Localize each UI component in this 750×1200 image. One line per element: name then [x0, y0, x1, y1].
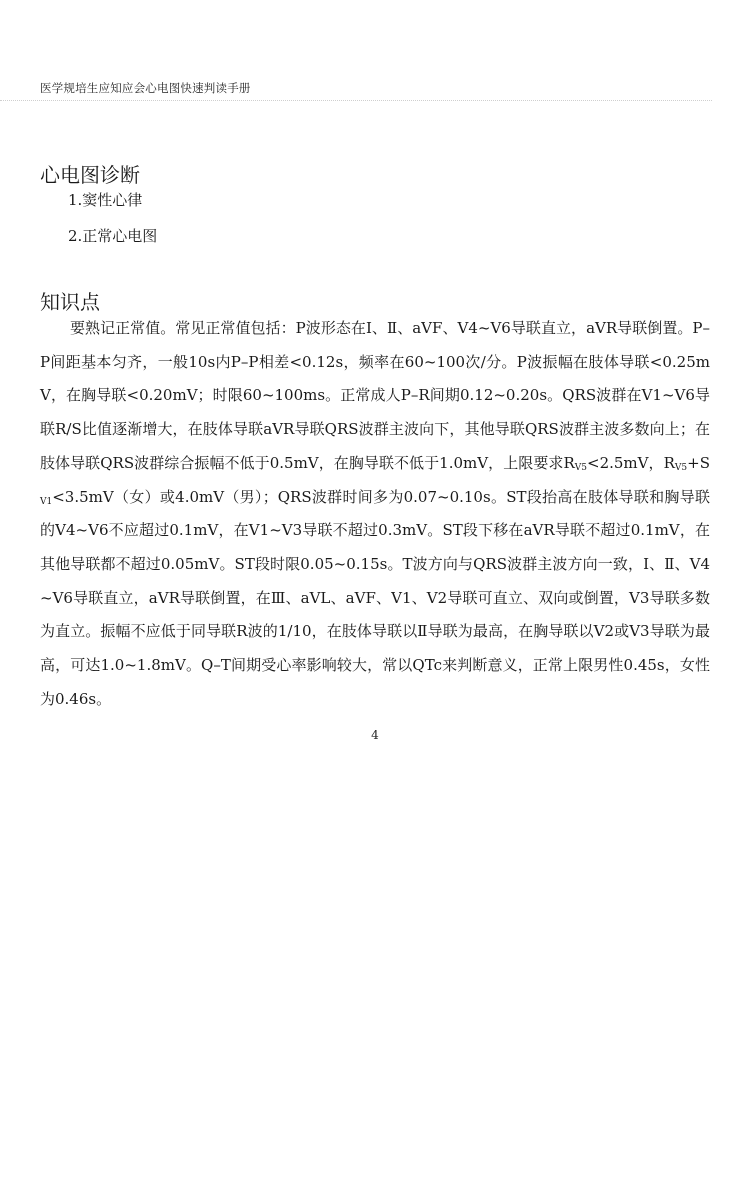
knowledge-text-1: 要熟记正常值。常见正常值包括：P波形态在Ⅰ、Ⅱ、aVF、V4~V6导联直立，aVR导联倒置。P–P间距基本匀齐，一般10s内P–P相差<0.12s，频率在60~100次/分。P波振幅在肢体导联<0.25mV，在胸导联<0.20mV；时限60~100ms。正常成人P–R间期0.12~0.20s。QRS波群在V1~V6导联R/S比值逐渐增大，在肢体导联aVR导联QRS波群主波向下，其他导联QRS波群主波多数向上；在肢体导联QRS波群综合振幅不低于0.5mV，在胸导联不低于1.0mV，上限要求R [40, 319, 710, 472]
header-divider [0, 100, 712, 101]
knowledge-paragraph [40, 312, 710, 716]
knowledge-text-3: +S [687, 453, 710, 472]
page-number: 4 [371, 728, 379, 742]
section-title-diagnosis: 心电图诊断 [40, 162, 140, 187]
section-title-knowledge: 知识点 [40, 289, 100, 314]
subscript-v5: V5 [574, 462, 587, 473]
subscript-v5: V5 [674, 462, 688, 473]
diagnosis-item: 1.窦性心律 [68, 191, 143, 209]
diagnosis-item: 2.正常心电图 [68, 227, 158, 245]
knowledge-text-2: <2.5mV，R [587, 453, 675, 472]
diagnosis-list [68, 186, 157, 258]
running-header: 医学规培生应知应会心电图快速判读手册 [40, 81, 251, 95]
subscript-v1: V1 [40, 496, 53, 507]
knowledge-text-4: <3.5mV（女）或4.0mV（男）；QRS波群时间多为0.07~0.10s。ST段抬高在肢体导联和胸导联的V4~V6不应超过0.1mV，在V1~V3导联不超过0.3mV。ST段下移在aVR导联不超过0.1mV，在其他导联都不超过0.05mV。ST段时限0.05~0.15s。T波方向与QRS波群主波方向一致，Ⅰ、Ⅱ、V4~V6导联直立，aVR导联倒置，在Ⅲ、aVL、aVF、V1、V2导联可直立、双向或倒置，V3导联多数为直立。振幅不应低于同导联R波的1/10，在肢体导联以Ⅱ导联为最高，在胸导联以V2或V3导联为最高，可达1.0~1.8mV。Q–T间期受心率影响较大，常以QTc来判断意义，正常上限男性0.45s，女性为0.46s。 [40, 487, 710, 708]
